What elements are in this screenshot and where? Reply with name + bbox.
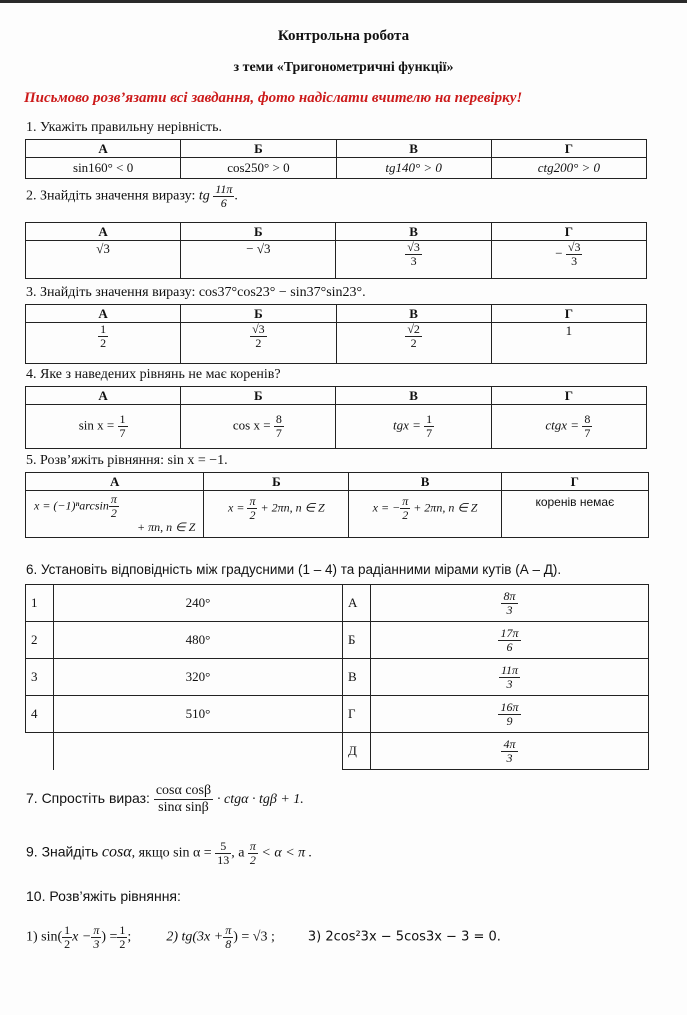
question-2 <box>26 183 238 210</box>
q3-option-b-num: √3 <box>252 322 265 336</box>
q5-header-a: А <box>26 473 204 491</box>
q3-option-c-den: 2 <box>410 336 417 350</box>
q2-option-c-num: √3 <box>407 240 420 254</box>
q10-eq2-start: 2) tg(3x + <box>166 929 224 945</box>
question-7-text: 7. Спростіть вираз: <box>26 790 150 807</box>
q10-eq1-tail: ; <box>127 929 132 945</box>
q10-eq2-end: ) = √3 ; <box>233 929 275 945</box>
q9-den: 13 <box>217 853 230 867</box>
q2-header-d: Г <box>491 223 646 241</box>
q9-pi-num: π <box>249 839 256 853</box>
question-1-text: 1. Укажіть правильну нерівність. <box>26 120 223 135</box>
q3-option-a-den: 2 <box>100 336 107 350</box>
q1-option-d: ctg200° > 0 <box>491 158 646 179</box>
q4-option-d-lhs: ctgx = <box>545 417 580 433</box>
question-4-options-table <box>25 386 647 449</box>
question-9 <box>26 840 312 867</box>
question-9-prefix: 9. Знайдіть <box>26 843 99 860</box>
q6-row-degrees: 320° <box>54 659 343 696</box>
q7-numerator: cosα cosβ <box>155 783 212 798</box>
q2-option-b-value: − √3 <box>246 241 271 256</box>
q1-option-a: sin160° < 0 <box>26 158 181 179</box>
q2-option-d-den: 3 <box>571 254 578 268</box>
q5-option-c-den: 2 <box>402 508 409 522</box>
q4-header-b: Б <box>181 387 336 405</box>
q10-eq1-a-den: 2 <box>64 937 71 951</box>
q9-num: 5 <box>215 840 231 854</box>
q3-option-c <box>336 323 491 364</box>
q6-row-radians-den: 3 <box>506 602 513 617</box>
q3-header-b: Б <box>181 305 336 323</box>
q4-option-c-lhs: tgx = <box>393 417 421 433</box>
q5-option-c-lhs: x = − <box>372 500 401 515</box>
q6-row-radians-num: 4π <box>503 736 516 751</box>
q2-expr-den: 6 <box>220 196 227 210</box>
q3-header-c: В <box>336 305 491 323</box>
q10-eq1-b-num: π <box>93 923 100 937</box>
question-7 <box>26 783 304 816</box>
q4-option-d-num: 8 <box>584 412 591 426</box>
q5-option-b-rhs: + 2πn, n ∈ Z <box>260 500 325 515</box>
q1-option-c: tg140° > 0 <box>336 158 491 179</box>
q5-option-a-den: 2 <box>110 506 117 520</box>
q10-eq1-b-den: 3 <box>93 937 100 951</box>
q5-option-c-num: π <box>402 494 409 508</box>
q6-row-degrees: 480° <box>54 622 343 659</box>
q2-expr-fraction <box>213 183 234 210</box>
q4-option-b <box>181 405 336 449</box>
q4-option-a <box>26 405 181 449</box>
q2-option-c-den: 3 <box>410 254 417 268</box>
q9-given: , якщо sin α = <box>131 845 212 861</box>
q6-row-radians-num: 17π <box>500 625 519 640</box>
q2-option-d-num: √3 <box>567 240 581 254</box>
q4-option-a-den: 7 <box>119 426 126 440</box>
q2-header-b: Б <box>181 223 336 241</box>
q6-row-radians <box>371 733 649 770</box>
q6-row <box>26 585 649 622</box>
q2-header-c: В <box>336 223 491 241</box>
q6-row-letter: В <box>343 659 371 696</box>
q2-option-c <box>336 241 491 279</box>
q10-eq2-num: π <box>225 923 232 937</box>
q6-row-radians <box>371 622 649 659</box>
q4-option-c-num: 1 <box>426 412 433 426</box>
q3-option-b <box>181 323 336 364</box>
q9-tail: < α < π . <box>261 845 313 861</box>
question-6-matching-table <box>25 584 649 770</box>
q6-row-letter: А <box>343 585 371 622</box>
question-2-text: 2. Знайдіть значення виразу: <box>26 188 196 204</box>
q6-row-degrees <box>54 733 343 770</box>
q1-header-a: А <box>26 140 181 158</box>
q3-header-d: Г <box>491 305 646 323</box>
q6-row-letter: Д <box>343 733 371 770</box>
q5-option-b-lhs: x = <box>228 500 245 515</box>
q5-header-d: Г <box>501 473 648 491</box>
q4-header-c: В <box>336 387 491 405</box>
q5-option-a <box>26 491 204 538</box>
q3-option-a <box>26 323 181 364</box>
q6-row-number <box>26 733 54 770</box>
q5-option-a-num: π <box>110 492 117 506</box>
q10-eq1-a-num: 1 <box>64 923 71 937</box>
question-5-text: 5. Розв’яжіть рівняння: sin x = −1. <box>26 453 228 468</box>
q10-eq1-end: ) = <box>101 929 118 945</box>
q1-header-c: В <box>336 140 491 158</box>
page-subtitle: з теми «Тригонометричні функції» <box>233 60 454 75</box>
q4-option-c-den: 7 <box>426 426 433 440</box>
instruction-text: Письмово розв’язати всі завдання, фото надіслати вчителю на перевірку! <box>24 90 523 106</box>
q5-option-d: коренів немає <box>501 491 648 538</box>
q3-option-d <box>491 323 646 364</box>
q5-option-a-line2: + πn, n ∈ Z <box>137 520 196 534</box>
q6-row-number: 4 <box>26 696 54 733</box>
question-4-text: 4. Яке з наведених рівнянь не має коренів? <box>26 367 281 382</box>
q2-option-a <box>26 241 181 279</box>
q5-option-a-line1: x = (−1)ⁿarcsin <box>34 498 109 513</box>
q9-cos: cosα <box>101 843 132 861</box>
q6-row-radians <box>371 696 649 733</box>
q4-header-d: Г <box>491 387 646 405</box>
q2-option-d-sign: − <box>555 245 563 261</box>
q6-row <box>26 696 649 733</box>
q3-header-a: А <box>26 305 181 323</box>
q2-expr-func: tg <box>198 188 210 204</box>
q5-option-b-num: π <box>249 494 256 508</box>
q2-expr-end: . <box>234 188 238 204</box>
q10-eq2-den: 8 <box>225 937 232 951</box>
question-3-options-table <box>25 304 647 364</box>
q6-row-degrees: 510° <box>54 696 343 733</box>
q3-option-a-num: 1 <box>100 322 107 336</box>
q7-rest: · ctgα · tgβ + 1. <box>217 792 304 808</box>
q10-eq1-start: 1) sin( <box>26 929 63 945</box>
q2-header-a: А <box>26 223 181 241</box>
q6-row <box>26 733 649 770</box>
q4-option-b-den: 7 <box>275 426 282 440</box>
q4-option-d-den: 7 <box>584 426 591 440</box>
question-6-text: 6. Установіть відповідність між градусними (1 – 4) та радіанними мірами кутів (А – Д). <box>26 562 562 577</box>
q2-option-a-value: √3 <box>96 241 110 256</box>
q6-row-letter: Г <box>343 696 371 733</box>
q5-option-b-den: 2 <box>249 508 256 522</box>
q3-option-b-den: 2 <box>255 336 262 350</box>
q5-option-b <box>204 491 349 538</box>
q10-eq1-mid: x − <box>72 929 92 945</box>
page-title: Контрольна робота <box>277 28 410 44</box>
q5-option-c-rhs: + 2πn, n ∈ Z <box>413 500 478 515</box>
q4-option-c <box>336 405 491 449</box>
q9-pi-den: 2 <box>249 853 256 867</box>
q5-option-c <box>349 491 501 538</box>
q6-row-radians-den: 3 <box>506 750 513 765</box>
question-2-options-table <box>25 222 647 279</box>
q9-mid: , а <box>231 845 245 861</box>
q3-option-d-value: 1 <box>565 323 573 338</box>
question-1-options-table <box>25 139 647 179</box>
q4-header-a: А <box>26 387 181 405</box>
q6-row-number: 3 <box>26 659 54 696</box>
q2-option-d <box>491 241 646 279</box>
q6-row <box>26 622 649 659</box>
q4-option-b-num: 8 <box>275 412 282 426</box>
question-5-options-table <box>25 472 649 538</box>
q6-row-degrees: 240° <box>54 585 343 622</box>
q6-row-number: 2 <box>26 622 54 659</box>
q4-option-d <box>491 405 646 449</box>
q6-row-radians-den: 9 <box>506 713 513 728</box>
q6-row-radians-den: 3 <box>506 676 513 691</box>
q6-row <box>26 659 649 696</box>
q1-header-d: Г <box>491 140 646 158</box>
q2-option-b <box>181 241 336 279</box>
q6-row-letter: Б <box>343 622 371 659</box>
q6-row-number: 1 <box>26 585 54 622</box>
q6-row-radians <box>371 659 649 696</box>
q6-row-radians-num: 16π <box>500 699 519 714</box>
question-10-text: 10. Розв’яжіть рівняння: <box>26 888 181 904</box>
q5-header-b: Б <box>204 473 349 491</box>
q1-header-b: Б <box>181 140 336 158</box>
question-3-text: 3. Знайдіть значення виразу: cos37°cos23° − sin37°sin23°. <box>26 285 366 300</box>
q6-row-radians-den: 6 <box>506 639 513 654</box>
q10-eq3: 3) 2cos²3x − 5cos3x − 3 = 0. <box>307 929 501 945</box>
q6-row-radians <box>371 585 649 622</box>
q2-expr-num: 11π <box>215 182 233 196</box>
top-edge-bar <box>0 0 687 3</box>
q6-row-radians-num: 11π <box>500 662 519 677</box>
q4-option-a-lhs: sin x = <box>78 417 115 433</box>
q3-option-c-num: √2 <box>407 322 420 336</box>
q4-option-a-num: 1 <box>119 412 126 426</box>
q6-row-radians-num: 8π <box>503 588 516 603</box>
q5-header-c: В <box>349 473 501 491</box>
q7-denominator: sinα sinβ <box>158 800 209 815</box>
q1-option-b: cos250° > 0 <box>181 158 336 179</box>
q10-eq1-c-den: 2 <box>119 937 126 951</box>
q4-option-b-lhs: cos x = <box>232 417 271 433</box>
q10-eq1-c-num: 1 <box>119 923 126 937</box>
question-10-equations <box>26 924 501 951</box>
